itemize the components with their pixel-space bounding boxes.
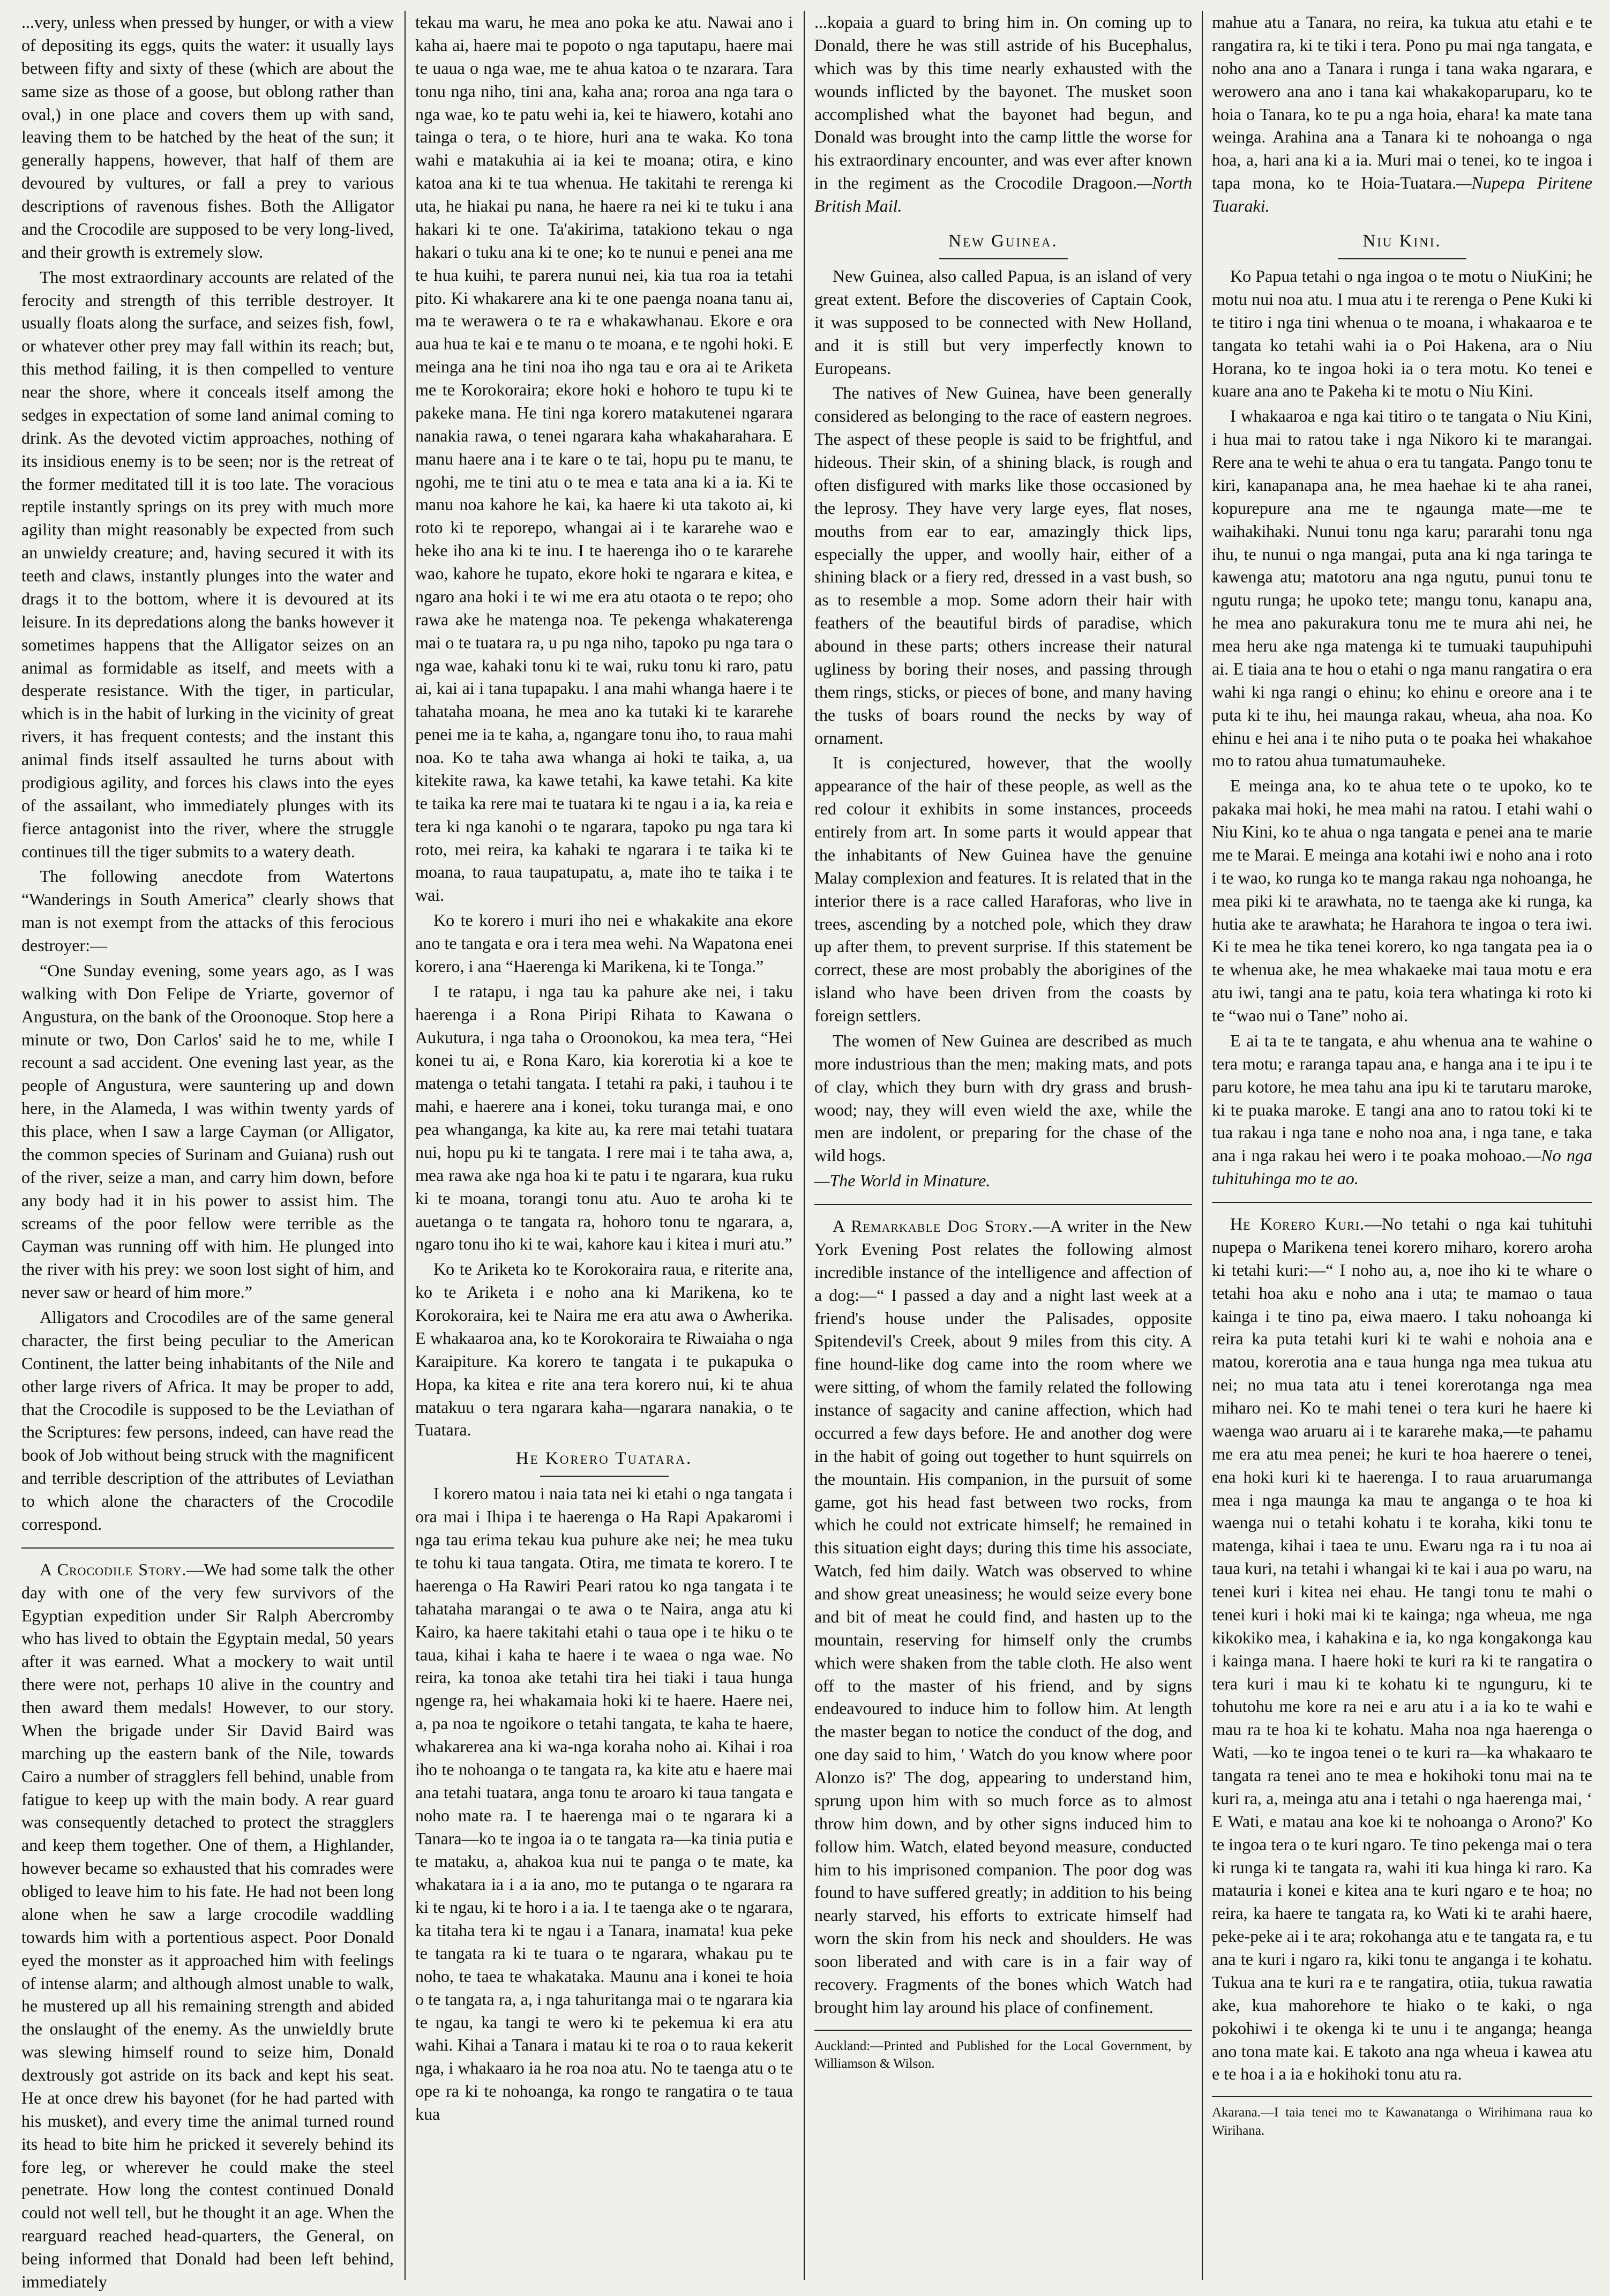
kuri-story-text: —No tetahi o nga kai tuhituhi nupepa o Marikena tenei korero miharo, korero aroha ki tetahi kuri:—“ I noho au, a, noe iho ki te whare o tetahi hoa aku e noho ana i uta; te mamao o taua kainga i te tino pa, eiwa maero. I taku nohoanga ki reira ka puta tetahi kuri ki te wahi e nohoia ana e matou, korerotia ana e taua hunga nga mea tukua atu nei; no mua tata atu i tenei korerotanga nga mea miharo nei. Ko te mahi tenei o tera kuri he haere ki waenga wao aruaru ai i te kararehe maka,—te pahamu me era atu mea penei; he kuri te hoa haerere o tenei, ena hoki kuri ki te haerenga. I to raua aruarumanga mea i nga maunga ka mau te anganga o te hoa ki waenga nui o tetahi kohatu i te koraha, kiki tonu te matenga, kihai i taea te unu. Ewaru nga ra i tu noa ai taua kuri, na tetahi i whangai ki te kai i aua po waru, na tenei kuri i kitea nei ehau. He tangi tonu te mahi o tenei kuri i hoki mai ki te kainga; nga wheua, me nga kikokiko mea, i kahakina e ia, ko nga kongakonga kau i kainga mana. I haere hoki te kuri ra ki te rangatira o tera kuri i mau ki te kohatu ki te ngunguru, ki te tohutohu me kore ra nei e aru atu i a ia ko te wahi e mau ra te hoa ki te kohatu. Maha noa nga haerenga o Wati, —ko te ingoa tenei o te kuri ra—ka whakaaro te tangata ra tenei ano te mea e hokihoki tonu mai na te kuri ra, a, meinga atu ana i tetahi o nga haerenga mai, ‘ E Wati, e matau ana koe ki te nohoanga o Arono?' Ko te ingoa tera o te kuri ngaro. Te tino pekenga mai o tera ki runga ki te tangata ra, wahi iti kua hinga ki raro. Ka matauria i konei e kitea ana te kuri ngaro e te hoa; no reira, ka haere te tangata ra, ko Wati ki te arahi haere, peke-peke ai i te ara; rokohanga atu e te tangata ra, e tu ana te kuri i ngaro ra, kiki tonu te anganga i te kohatu. Tukua ana te kuri ra e te rangatira, otiia, tukua rawatia ake, kua mahorehore te hiako o te kaki, o nga pokohiwi i te okenga ki te unu i te anganga; heanga ano tona mate kai. E takoto ana nga wheua i kawea atu e te hoa i a ia e hokihoki tonu atu ra. <box>1212 1214 1592 2084</box>
heading-rule <box>1338 258 1466 259</box>
kini-paragraph <box>1212 1029 1592 1190</box>
crocodile-story-text: —We had some talk the other day with one of the very few survivors of the Egyptian expedition under Sir Ralph Abercromby who has lived to obtain the Egyptain medal, 50 years after it was earned. What a mockery to wait until there were not, perhaps 10 alive in the country and then award them medals! However, to our story. When the brigade under Sir David Baird was marching up the eastern bank of the Nile, towards Cairo a number of stragglers fell behind, unable from fatigue to keep up with the main body. A rear guard was consequently detached to protect the stragglers and keep them together. One of them, a Highlander, however became so exhausted that his comrades were obliged to leave him to his fate. He had not been long alone when he saw a large crocodile waddling towards him with a portentious aspect. Poor Donald eyed the monster as it approached him with feelings of intense alarm; and although almost unable to walk, he mustered up all his remaining strength and abided the onslaught of the enemy. As the unwieldly brute was slewing himself round to seize him, Donald dextrously got astride on its back and kept his seat. He at once drew his bayonet (for he had parted with his musket), and every time the animal turned round its head to bite him he pricked it severely behind its fore leg, or wherever he could make the steel penetrate. How long the contest continued Donald could not well tell, but he thought it an age. When the rearguard reached head-quarters, the General, on being informed that Donald had been left behind, immediately <box>21 1559 394 2291</box>
article-separator <box>21 1547 394 1549</box>
heading-korero-tuatara: He Korero Tuatara. <box>515 1449 693 1469</box>
column-rule <box>1202 11 1203 2280</box>
maori-paragraph: Ko te korero i muri iho nei e whakakite ana ekore ano te tangata e ora i tera mea wehi. Na Wapatona enei korero, i ana “Haerenga ki Marikena, ki te Tonga.” <box>415 910 793 976</box>
crocodile-story-end <box>814 11 1192 218</box>
column-4 <box>1212 11 1592 2280</box>
crocodile-story-end-text: ...kopaia a guard to bring him in. On coming up to Donald, there he was still astride of his Bucephalus, which was by this time nearly exhausted with the wounds inflicted by the bayonet. The musket soon accomplished what the bayonet had begun, and Donald was brought into the camp little the worse for his extraordinary encounter, and was ever after known in the regiment as the Crocodile Dragoon. <box>814 12 1192 193</box>
imprint-auckland: Auckland:—Printed and Published for the Local Government, by Williamson & Wilson. <box>814 2030 1192 2074</box>
dog-story-title: A Remarkable Dog Story. <box>833 1216 1033 1236</box>
alligator-quote: “One Sunday evening, some years ago, as I was walking with Don Felipe de Yriarte, governor of Angustura, on the bank of the Oroonoque. Stop here a minute or two, Don Carlos' said he to me, while I recount a sad accident. One evening last year, as the people of Angustura, were sauntering up and down here, in the Alameda, I was within twenty yards of this place, when I saw a large Cayman (or Alligator, the common species of Surinam and Guiana) rush out of the river, seize a man, and carry him down, before any body had it in his power to assist him. The screams of the poor fellow were terrible as the Cayman was running off with him. He plunged into the river with his prey: we soon lost sight of him, and never saw or heard of him more.” <box>21 960 394 1302</box>
kini-paragraph-text: E ai ta te te tangata, e ahu whenua ana te wahine o tera motu; e raranga tapau ana, e hanga ana i te ipu i te paru kotore, he mea tahu ana ipu ki te tarutaru maroke, ki te puaka maroke. E tangi ana ano to ratou toki ki te tua rakau i nga tane e noho noa ana, i nga tane, e taka ana i nga rakau hei wero i te poaka mohoao. <box>1212 1030 1592 1165</box>
guinea-paragraph: The women of New Guinea are described as much more industrious than the men; making mats, and pots of clay, which they burn with dry grass and brush-wood; nay, they will even wield the axe, while the men are indolent, or preparing for the chase of the wild hogs. <box>814 1030 1192 1165</box>
dog-story <box>814 1215 1192 2019</box>
alligator-paragraph: Alligators and Crocodiles are of the same general character, the first being peculiar to the American Continent, the latter being inhabitants of the Nile and other large rivers of Africa. It may be proper to add, that the Crocodile is supposed to be the Leviathan of the Scriptures: few persons, indeed, can have read the book of Job without being struck with the magnificent and terrible description of the attributes of Leviathan to which alone the characters of the Crocodile correspond. <box>21 1307 394 1534</box>
column-3 <box>814 11 1192 2280</box>
credit-nupepa: —Nupepa Piritene Tuaraki. <box>1212 173 1593 215</box>
dog-story-text: —A writer in the New York Evening Post relates the following almost incredible instance of the intelligence and affection of a dog:—“ I passed a day and a night last week at a friend's house under the Palisades, opposite Spitendevil's Creek, about 9 miles from this city. A fine hound-like dog came into the room where we were sitting, of whom the family related the following instance of sagacity and canine affection, which had occurred a few days before. He and another dog were in the habit of going out together to hunt squirrels on the mountain. His companion, in the pursuit of some game, got his head fast between two rocks, from which he could not extricate himself; he remained in this situation eight days; during this time his associate, Watch, fed him daily. Watch was observed to whine and show great uneasiness; he would seize every bone and bit of meat he could find, and hasten up to the mountain, reserving for himself only the crumbs which were shaken from the table cloth. He also went off to the master of his friend, and by signs endeavoured to induce him to follow him. At length the master began to notice the conduct of the dog, and one day said to him, ' Watch do you know where poor Alonzo is?' The dog, appearing to understand him, sprung upon him with so much force as to almost throw him down, and by other signs induced him to follow him. Watch, elated beyond measure, conducted him to his imprisoned companion. The poor dog was found to have suffered greatly; in addition to his being nearly starved, his efforts to extricate himself had worn the skin from his neck and shoulders. He was soon liberated and with care is in a fair way of recovery. Fragments of the bones which Watch had brought him lay around his place of confinement. <box>814 1216 1192 2017</box>
maori-story-end-text: mahue atu a Tanara, no reira, ka tukua atu etahi e te rangatira ra, ki te tiki i tera. Pono pu mai nga tangata, e noho ana ano a Tanara i runga i tana waka ngarara, e werowero ana ano i tana kai whakakoparuparu, ko te hoia o Tanara, ko te pu a nga hoia, ehara! ka mate tana weinga. Arahina ana a Tanara ki te nohoanga o nga hoa, a, hari ana ki a ia. Muri mai o tenei, ko te ingoa i tapa mona, ko te Hoia-Tuatara. <box>1212 12 1592 193</box>
crocodile-story-title: A Crocodile Story. <box>40 1559 187 1579</box>
alligator-paragraph: The most extraordinary accounts are related of the ferocity and strength of this terrible destroyer. It usually floats along the surface, and seizes fish, fowl, or whatever other prey may fall within its reach; but, this method failing, it is then compelled to venture near the shore, where it conceals itself among the sedges in expectation of some land animal coming to drink. As the devoted victim approaches, nothing of its insidious enemy is to be seen; nor is the retreat of the former meditated till it is too late. The voracious reptile instantly springs on its prey with much more agility than might reasonably be expected from such an unwieldy creature; and, having secured it with its teeth and claws, instantly plunges into the water and drags it to the bottom, where it is devoured at its leisure. In its depredations along the banks however it sometimes happens that the Alligator seizes on an animal as formidable as itself, and meets with a desperate resistance. With the tiger, in particular, which is in the habit of lurking in the vicinity of great rivers, it has frequent contests; and the instant this animal finds itself assaulted he turns about with prodigious agility, and forces his claws into the eyes of the assailant, who immediately plunges with its fierce antagonist into the river, where the struggle continues till the tiger submits to a watery death. <box>21 267 394 861</box>
heading-rule <box>540 1476 669 1477</box>
imprint-akarana: Akarana.—I taia tenei mo te Kawanatanga o Wirihimana raua ko Wirihana. <box>1212 2096 1592 2140</box>
heading-new-guinea: New Guinea. <box>948 231 1058 251</box>
maori-story-paragraph: I korero matou i naia tata nei ki etahi o nga tangata i ora mai i Ihipa i te haerenga o Ha Rapi Apakaromi i nga tau erima tekau kua puhure ake nei; he mea tuku te tohu ki taua tangata. Otira, me timata te korero. I te haerenga o Ha Rawiri Peari ratou ko nga tangata i te tahataha marangai o te awa o te Naira, anga atu ki Kairo, ka haere takitahi etahi o taua ope i te hiku o te taua, kihai i kaha te haere i te waea o nga wae. No reira, ka tonoa ake tetahi tira hei tiaki i taua hunga ngenge ra, hei whakamaia hoki ki te haere. Haere nei, a, pa noa te ngoikore o tetahi tangata, te kaha te haere, whakarerea ana ki wa-nga koraha noho ai. Kihai i roa iho te nohoanga o te tangata ra, ka kite atu e haere mai ana tetahi tuatara, anga tonu te aroaro ki taua tangata e noho mate ra. I te haerenga mai o te ngarara ki a Tanara—ko te ingoa ia o te tangata ra—ka tinia putia e te mataku, a, ahakoa kua nui te panga o te mate, ka whakatara ia i a ia ano, mo te putanga o te ngarara ra ki te ngau, ki te horo i a ia. I te taenga ake o te ngarara, ka titaha tera ki te ngau i a Tanara, inamata! kua peke te tangata ra ki te tuara o te ngarara, whakau pu te noho, te taea te whakataka. Maunu ana i konei te hoia o te tangata ra, a, i nga tahuritanga mai o te ngarara kia te ngau, ka tangi te wero ki te pekemua ki era atu wahi. Kihai a Tanara i matau ki te roa o to raua kekerit nga, i whakaaro ia he roa noa atu. No te taenga atu o te ope ra ki te nohoanga, ka rongo te rangatira o te taua kua <box>415 1484 793 2124</box>
kini-paragraph: E meinga ana, ko te ahua tete o te upoko, ko te pakaka mai hoki, he mea mahi na ratou. I etahi wahi o Niu Kini, ko te ahua o nga tangata e penei ana te marie me te Marai. E meinga ana kotahi iwi e noho ana i roto i te wao, ko runga ko te manga rakau nga nohoanga, he mea piki ki te arawhata, no te taenga ake ki runga, ka hutia ake te arawhata; he Harahora te ingoa o tera iwi. Ki te mea he tika tenei korero, ko nga tangata pea ia o te whenua ake, he mea whakaeke mai taua motu e era atu iwi, tangi ana te patu, koia tera whatinga ki roto ki te “wao nui o Tane” noho ai. <box>1212 776 1592 1026</box>
alligator-paragraph: ...very, unless when pressed by hunger, or with a view of depositing its eggs, quits the water: it usually lays between fifty and sixty of these (which are about the same size as those of a goose, but oblong rather than oval,) in one place and covers them up with sand, leaving them to be hatched by the heat of the sun; it generally happens, however, that half of them are devoured by vultures, or fall a prey to various descriptions of ravenous fishes. Both the Alligator and the Crocodile are supposed to be very long-lived, and their growth is extremely slow. <box>21 12 394 261</box>
heading-niu-kini: Niu Kini. <box>1362 231 1442 251</box>
kuri-story-title: He Korero Kuri. <box>1230 1214 1365 1234</box>
article-separator <box>814 1204 1192 1205</box>
maori-paragraph <box>1212 11 1592 218</box>
heading-rule <box>939 258 1068 259</box>
column-rule <box>804 11 805 2280</box>
alligator-paragraph: The following anecdote from Watertons “Wanderings in South America” clearly shows that man is not exempt from the attacks of this ferocious destroyer:— <box>21 866 394 955</box>
column-1 <box>21 11 394 2291</box>
credit-tuhituhinga: —No nga tuhituhinga mo te ao. <box>1212 1146 1593 1188</box>
guinea-paragraph: New Guinea, also called Papua, is an island of very great extent. Before the discoveries of Captain Cook, it was supposed to be connected with New Holland, and it is still but very imperfectly known to Europeans. <box>814 266 1192 378</box>
guinea-paragraph: It is conjectured, however, that the woolly appearance of the hair of these people, as well as the red colour it exhibits in some instances, proceeds entirely from art. In some parts it would appear that the inhabitants of New Guinea have the genuine Malay complexion and features. It is related that in the interior there is a race called Haraforas, who live in trees, ascending by a notched pole, which they draw up after them, to prevent surprise. If this statement be correct, these are most probably the aborigines of the island who have been driven from the coasts by foreign settlers. <box>814 753 1192 1026</box>
kini-paragraph: Ko Papua tetahi o nga ingoa o te motu o NiuKini; he motu nui noa atu. I mua atu i te rerenga o Pene Kuki ki te titiro i nga tini whenua o te moana, i whakaaroa e te tangata ko tetahi wahi ia o Poi Hakena, ara o Niu Horana, ko te ingoa hoki ia o tera motu. Ko tenei e kuare ana ano te Pakeha ki te motu o Niu Kini. <box>1212 266 1592 401</box>
guinea-paragraph: The natives of New Guinea, have been generally considered as belonging to the race of eastern negroes. The aspect of these people is said to be frightful, and hideous. Their skin, of a shining black, is rough and often disfigured with marks like those occasioned by the leprosy. They have very large eyes, flat noses, mouths from ear to ear, amazingly thick lips, especially the upper, and woolly hair, either of a shining black or a fiery red, dressed in a vast bush, so as to resemble a mop. Some adorn their hair with feathers of the beautiful birds of paradise, which abound in these parts; others increase their natural ugliness by boring their noses, and passing through them rings, sticks, or pieces of bone, and many having the tusks of boars round the necks by way of ornament. <box>814 383 1192 747</box>
column-2 <box>415 11 793 2280</box>
crocodile-story <box>21 1558 394 2293</box>
article-separator <box>1212 1202 1592 1203</box>
credit-north-british-mail: —North British Mail. <box>814 173 1192 215</box>
maori-paragraph: Ko te Ariketa ko te Korokoraira raua, e riterite ana, ko te Ariketa i e noho ana ki Marikena, ko te Korokoraira, kei te Naira me era atu awa o Awherika. E whakaaroa ana, ko te Korokoraira te Riwaiaha o nga Karaipiture. Ka korero te tangata i te pukapuka o Hopa, ka kitea e rite ana tera korero nui, ki te ahua matakuu o tera ngarara kaha—ngarara nanakia, o te Tuatara. <box>415 1259 793 1440</box>
kuri-story <box>1212 1213 1592 2085</box>
kini-paragraph: I whakaaroa e nga kai titiro o te tangata o Niu Kini, i hua mai to ratou take i nga Nikoro ki te marangai. Rere ana te wehi te ahua o era tu tangata. Pango tonu te kiri, kanapanapa ana, he mea haehae ki te aha ranei, kopurepure ana me te ngaunga mate—me te waihakihaki. Nunui tonu nga karu; pararahi tonu nga ihu, te nunui o nga mangai, puta ana ki nga taringa te kawenga atu; matotoru ana nga ngutu, punui tonu te ngutu runga; he upoko tete; mangu tonu, kanapu ana, he mea ano pakurakura tonu me te mura ahi nei, he mea heru ake nga matenga ki te tumuaki taupuhipuhi ai. E tiaia ana te hou o etahi o nga manu rangatira o era wahi ki nga rangi o ehinu; ko ehinu e oreore ana i te puta ki te ihu, hei maunga rakau, wheua, aha noa. Ko ehinu e hei ana i te niho puta o te poaka hei whakahoe mo to ratou ahua tumatumauheke. <box>1212 406 1592 771</box>
column-rule <box>405 11 406 2280</box>
maori-paragraph: I te ratapu, i nga tau ka pahure ake nei, i taku haerenga i a Rona Piripi Rihata to Kawana o Aukutura, i nga taha o Oroonokou, ka mea tera, “Hei konei tu ai, e Rona Karo, kia korerotia ki a koe te matenga o tetahi tangata. I tetahi ra paki, i tauhou i te mahi, e haerere ana i konei, toku turanga mai, e ono pea whanganga, ka kite au, ka rere mai tetahi tuatara nui, hopu pu ki te tangata. I rere mai i te taha awa, a, mea rawa ake nga hoa ki te patu i te ngarara, kua ruku ki te moana, torangi tonu atu. Auo te aroha ki te auetanga o te tangata ra, hohoro tonu te ngarara, a, ngaro tonu iho ki te wai, kahore kau i kitea i muri atu.” <box>415 981 793 1254</box>
maori-paragraph: tekau ma waru, he mea ano poka ke atu. Nawai ano i kaha ai, haere mai te popoto o nga taputapu, haere mai te uaua o nga wae, me te ahua katoa o te nzarara. Tara tonu nga niho, tini ana, kaha ana; roroa ana nga tara o nga wae, ko te patu wehi ia, kei te hiawero, kotahi ano tainga o tera, o te hiore, huri ana te waka. Ko tona wahi e matakuhia ai ia kei te moana; otira, e kino katoa ana ki te tua whenua. He takitahi te rerenga ki uta, he hiakai pu nana, he haere ra nei ki te tuku i ana hakari ki te one. Ta'akirima, tatakiono tekau o nga hakari o tuku ana ki te one; ko te nunui e penei ana me te hua kuihi, te parera nunui nei, kia tua roa ia tetahi pito. Ki whakarere ana ki te one paenga noana tanu ai, ma te werawera o te ra e whakawhanau. Ekore e ora aua hua te kai e te manu o te moana, e te ngohi hoki. E meinga ana he tini noa iho nga tau e ora ai te Ariketa me te Korokoraira; ekore hoki e hohoro te tupu ki te pakeke mana. He tini nga korero matakutenei ngarara nanakia rawa, o tenei ngarara kaha whakaharahara. E manu haere ana i te kare o te tai, hopu pu te manu, te ngohi, me te tini atu o te mea e tata ana ki a ia. Ki te manu noa kahore he kai, ka haere ki uta takoto ai, ki roto ki te reporepo, whangai ai i te kararehe wao e heke iho ana ki te inu. I te haerenga iho o te kararehe wao, kahore he tupato, ekore hoki te ngarara e kitea, e ngaro ana hoki i te wi me era atu otaota o te repo; oho rawa ake he matenga noa. Te pekenga whakaterenga mai o te tuatara ra, u pu nga niho, tapoko pu nga tara o nga wae, kahaki tonu ki te wai, ruku tonu ki raro, patu ai, kai ai i tana tupapaku. I ana mahi whanga haere i te tahataha moana, he mea ano ka tutaki ki te kararehe penei me ia te kaha, a, ngangare tonu iho, to raua mahi noa. Ko te taha awa whanga ai hoki te taika, a, ua kitekite rawa, ka kawe tetahi, ka kawe tetahi. Ka kite te taika ka rere mai te tuatara ki te ngau i a ia, ka reia e tera ki nga kanohi o te ngarara, tapoko pu nga tara ki roto, mei reira, ka kahaki te ngarara i te taika ki te moana, to raua taupatupatu, a, mate iho te taika i te wai. <box>415 12 793 905</box>
credit-world-in-minature: —The World in Minature. <box>814 1171 991 1191</box>
